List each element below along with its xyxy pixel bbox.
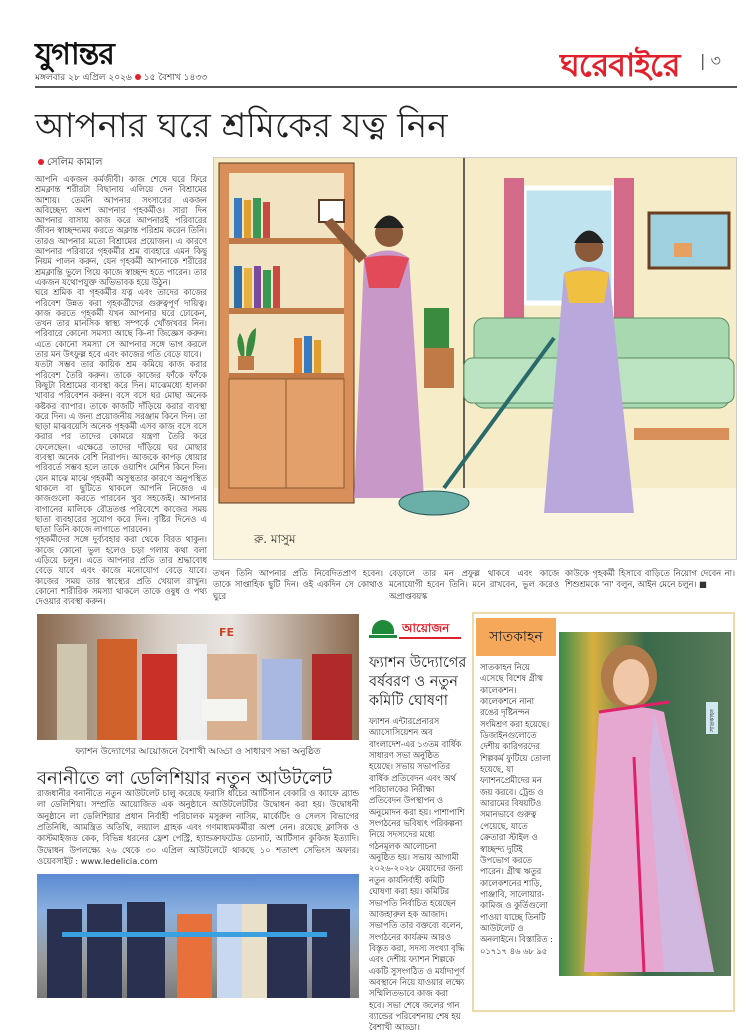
photo-caption: ফ্যাশন উদ্যোগের আয়োজনে বৈশাখী আড্ডা ও সাধারণ সভা অনুষ্ঠিত [75,747,321,757]
paragraph: যতটা সম্ভব তার কায়িক শ্রম কমিয়ে কাজ করার পরিবেশ তৈরি করুন। তাকে কাজের ফাঁকে ফাঁকে কিছুটা বিশ্রামের ব্যবস্থা করে দিন। মাঝেমধ্যে হালকা খাবার পরিবেশন করুন। বসে বসে ঘর মোছা অনেক কষ্টকর ব্যাপার। তাকে কাজটি দাঁড়িয়ে করার ব্যবস্থা করে দিন। এ জন্য প্রয়োজনীয় সরঞ্জাম কিনে দিন। তা ছাড়া মাঝবয়েসি অনেক গৃহকর্মী এসব কাজ বসে বসে করার পর তাদের কোমরে যন্ত্রণা তৈরি করে ফেলেছেন। এক্ষেত্রে তাদের দাঁড়িয়ে ঘর মোছার ব্যবস্থা অনেক বেশি নিরাপদ। আজকে কাপড় ধোয়ার পরিবর্তে সম্ভব হলে তাকে ওয়াশিং মেশিন কিনে দিন। যেন মাঝে মাঝে গৃহকর্মী অসুস্থতার কারণে অনুপস্থিত থাকলে বা ছুটিতে থাকলে আপনি নিজেও এ কাজগুলো করতে পারবেন খুব সহজেই। আপনার বাগানের মালিকে রৌদ্রতপ্ত পরিবেশে কাজের সময় ছাতা ব্যবহারের সুযোগ করে দিন। বৃষ্টির দিনেও এ ছাতা তিনি কাজে লাগাতে পারবেন। [35,359,207,535]
satkahon-title: সাতকাহন [476,618,556,656]
article-continuation-3: কাউকে গৃহকর্মী হিসাবে বাড়িতে নিয়োগ দেবেন না। শিশুশ্রমকে 'না' বলুন, আইন মেনে চলুন। ■ [565,568,735,590]
label-underline [399,637,461,639]
byline [35,155,103,172]
ledelicia-headline: বনানীতে লা ডেলিশিয়ার নতুন আউটলেট [37,768,333,789]
page-number-value: ৩ [710,51,721,70]
ayojon-headline: ফ্যাশন উদ্যোগের বর্ষবরণ ও নতুন কমিটি ঘোষণা [369,655,467,709]
illustrator-signature: রু. মাসুম [254,532,296,546]
saree-model-photo [559,632,731,976]
paragraph: ঘরে শ্রমিক বা গৃহকর্মীর যত্ন এবং তাদের কাজের পরিবেশ উন্নত করা গৃহকর্ত্রীদের গুরুত্বপূর্ণ দায়িত্ব। কাজ করতে গৃহকর্মী যখন আপনার ঘরে ঢোকেন, তখন তার মানসিক স্বাস্থ্য সম্পর্কে খোঁজখবর নিন। পরিবারে কোনো সমস্যা আছে কি-না জিজ্ঞেস করুন। এতে কোনো সমস্যা সে আপনার সঙ্গে ভাগ করলে তার মন উৎফুল্ল হবে এবং কাজের গতি বেড়ে যাবে। [35,287,207,360]
event-photo [37,614,359,740]
bullet-icon [38,159,44,165]
author-name: সেলিম কামাল [47,157,103,168]
section-title: ঘরেবাইরে [560,46,680,84]
ledelicia-body: রাজধানীর বনানীতে নতুন আউটলেট চালু করেছে ফরাসি ধাঁচের আর্টিসান বেকারি ও ক্যাফে ব্র্যান্ড লা ডেলিশিয়া। সম্প্রতি আয়োজিত এক অনুষ্ঠানে আউটলেটটির উদ্বোধন করা হয়। উদ্বোধনী অনুষ্ঠানে লা ডেলিশিয়ার প্রধান নির্বাহী পরিচালক মসুরুল নাসিম, মার্কেটিং ও সেলস বিভাগের প্রতিনিধি, আমন্ত্রিত অতিথি, লয়্যাল গ্রাহক এবং গণমাধ্যমকর্মীরা অংশ নেন। রয়েছে ক্লাসিক ও কাস্টমাইজড কেক, বিভিন্ন ধরনের ফ্রেশ পেস্ট্রি, হ্যান্ডক্রাফটেড ডোনাট, আর্টিসান কুকিজ ইত্যাদি। উদ্বোধন উপলক্ষ্যে ২৬ থেকে ৩০ এপ্রিল আউটলেটে থাকছে ১০ শতাংশ সেভিংস অফার। ওয়েবসাইট : www.ledelicia.com [37,788,359,867]
paragraph: গৃহকর্মীদের সঙ্গে দুর্ব্যবহার করা থেকে বিরত থাকুন। কাজে কোনো ভুল হলেও চড়া গলায় কথা বলা এড়িয়ে চলুন। এতে আপনার প্রতি তার শ্রদ্ধাবোধ বেড়ে যাবে এবং কাজে মনোযোগ বেড়ে যাবে। কাজের সময় তার স্বাস্থ্যের প্রতি খেয়াল রাখুন। কোনো শারীরিক সমস্যা থাকলে তাকে ওষুধ ও পথ্য দেওয়ার ব্যবস্থা করুন। [35,534,207,607]
bullet-icon [135,74,141,80]
article-continuation-2: বেড়ালে তার মন প্রফুল্ল থাকবে এবং কাজে মনোযোগী হবেন তিনি। মনে রাখবেন, ভুল করেও অপ্রাপ্তবয়স্ক [389,568,559,601]
banner-text: FE [219,626,235,639]
article-body [35,174,207,608]
paragraph: আপনি একজন কর্মজীবী। কাজ শেষে ঘরে ফিরে শ্রমক্লান্ত শরীরটা বিছানায় এলিয়ে দেন বিশ্রামের আশায়। তেমনি আপনার সংসারের একজন অবিচ্ছেদ্য অংশ আপনার গৃহকর্মীও। সারা দিন আপনার বাসায় কাজ করে আপনারই পরিবারের জীবন স্বাচ্ছন্দ্যময় করতে অক্লান্ত পরিশ্রম করেন তিনি। তারও আপনার মতো বিশ্রামের প্রয়োজন। এ কারণে আপনার পরিবারে গৃহকর্মীর শ্রম ব্যবহারে এমন কিছু নিয়ম পালন করুন, যেন গৃহকর্মী আপনাকে শরীরের শ্রমক্লান্তি ভুলে গিয়ে কাজে স্বাচ্ছন্দ হতে পারেন। তার একজন যথোপযুক্ত অভিভাবক হয়ে উঠুন। [35,174,207,287]
ayojon-logo [369,620,464,642]
outlet-opening-photo [37,874,359,998]
article-illustration [213,157,737,560]
article-continuation-1: তখন তিনি আপনার প্রতি নিবেদিতপ্রাণ হবেন। তাকে সাপ্তাহিক ছুটি দিন। ওই একদিন সে কোথাও ঘুরে [213,568,383,601]
bangla-date: ১৫ বৈশাখ ১৪৩৩ [143,73,208,83]
newspaper-logo: যুগান্তর [35,37,114,72]
leaf-underline [369,635,397,638]
weekday-date: মঙ্গলবার ২৮ এপ্রিল ২০২৬ [35,73,132,83]
header-rule [35,86,737,88]
issue-date [35,70,207,85]
ayojon-label: আয়োজন [402,621,450,635]
article-headline: আপনার ঘরে শ্রমিকের যত্ন নিন [35,106,448,146]
photo-credit: সাতকাহন [709,709,716,732]
globe-icon [372,620,394,634]
page-number: | ৩ [700,51,721,70]
satkahon-body: সাতকাহন নিয়ে এসেছে বিশেষ গ্রীষ্ম কালেকশন। কালেকশনে নানা রঙের দৃষ্টিনন্দন সংমিশ্রণ করা হয়েছে। ডিজাইনগুলোতে দেশীয় কারিগরদের শিল্পকর্ম ফুটিয়ে তোলা হয়েছে, যা ফ্যাশনপ্রেমীদের মন জয় করবে। ট্রেন্ড ও আরামের বিষয়টিও সমানভাবে গুরুত্ব পেয়েছে, যাতে ক্রেতারা স্টাইল ও স্বাচ্ছন্দ্য দুটিই উপভোগ করতে পারেন। গ্রীষ্ম ঋতুর কালেকশনের শাড়ি, পাঞ্জাবি, সালোয়ার-কামিজ ও কুর্তিগুলো পাওয়া যাচ্ছে তিনটি আউটলেট ও অনলাইনে। বিস্তারিত : ০১৭১৭ ৪৬ ৬৮ ৯৫ [480,662,553,956]
ayojon-body: ফ্যাশন এন্টারপ্রেনারস অ্যাসোসিয়েশন অব বাংলাদেশ-এর ১৩তম বার্ষিক সাধারণ সভা অনুষ্ঠিত হয়েছে। সভায় সভাপতির বার্ষিক প্রতিবেদন এবং অর্থ পরিচালকের নিরীক্ষা প্রতিবেদন উপস্থাপন ও অনুমোদন করা হয়। পাশাপাশি সংগঠনের ভবিষ্যৎ পরিকল্পনা নিয়ে সদস্যদের মধ্যে গঠনমূলক আলোচনা অনুষ্ঠিত হয়। সভায় আগামী ২০২৬-২০২৮ মেয়াদের জন্য নতুন কার্যনির্বাহী কমিটি ঘোষণা করা হয়। কমিটির সভাপতি নির্বাচিত হয়েছেন আজহারুল হক আজাদ। সভাপতি তার বক্তব্যে বলেন, সংগঠনের কার্যক্রম আরও বিস্তৃত করা, সদস্য সংখ্যা বৃদ্ধি এবং দেশীয় ফ্যাশন শিল্পকে একটি সুসংগঠিত ও মর্যাদাপূর্ণ অবস্থানে নিয়ে যাওয়ার লক্ষ্যে সম্মিলিতভাবে কাজ করা হবে। সভা শেষে জলের গান ব্যান্ডের পরিবেশনায় শেষ হয় বৈশাখী আড্ডা। [369,716,465,1033]
